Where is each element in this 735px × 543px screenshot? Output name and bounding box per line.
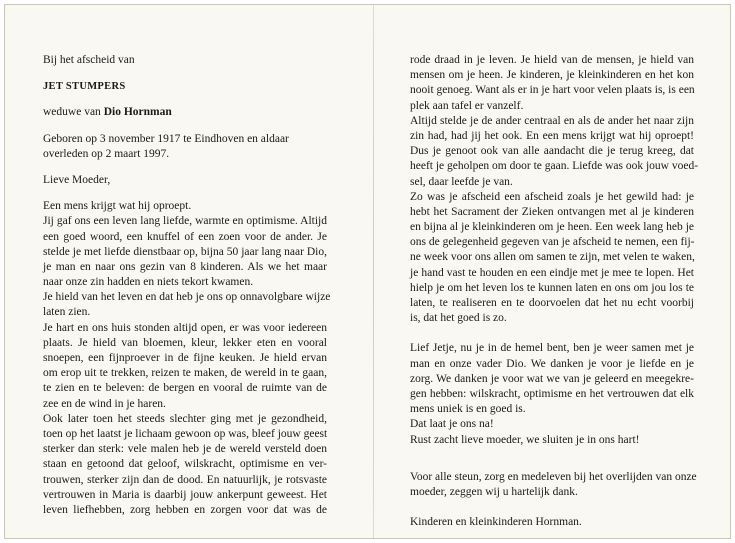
text-line: je man en naar ons gezin van 8 kinderen. Als we het maar bbox=[43, 260, 327, 273]
text-line: leven liefhebben, zorg hebben en zorgen voor dat was de bbox=[43, 503, 327, 516]
text-line: zorg. We danken je voor wat we van je geleerd en meegekre- bbox=[410, 372, 694, 385]
text-line: ne week voor ons allen om samen te zijn, met velen te waken, bbox=[410, 251, 695, 264]
widow-prefix: weduwe van bbox=[43, 106, 104, 119]
text-line: Dat laat je ons na! bbox=[410, 418, 494, 431]
text-line: hebt het Sacrament der Zieken ontvangen met al je kinderen bbox=[410, 205, 694, 218]
thanks-paragraph bbox=[410, 470, 697, 500]
text-line: sterker dan sterk: vele malen heb je de wereld versteld doen bbox=[43, 443, 327, 456]
text-line: is, dat het goed is zo. bbox=[410, 312, 507, 325]
husband-name: Dio Hornman bbox=[103, 106, 172, 119]
text-line: rode draad in je leven. Je hield van de mensen, je hield van bbox=[410, 54, 694, 66]
text-line: om erop uit te trekken, reizen te maken, de wereld in te gaan, bbox=[43, 367, 327, 380]
text-line: snoepen, een fijnproever in de fijne keuken. Je hield ervan bbox=[43, 352, 327, 364]
widow-line bbox=[43, 105, 327, 120]
intro-line: Bij het afscheid van bbox=[43, 54, 135, 66]
death-line: overleden op 2 maart 1997. bbox=[43, 147, 170, 160]
text-line: moeder, zeggen wij u hartelijk dank. bbox=[410, 485, 578, 498]
text-line: Je hart en ons huis stonden altijd open, er was voor iedereen bbox=[43, 321, 327, 334]
text-line: te zien en te beleven: de bergen en vooral de ruimte van de bbox=[43, 382, 327, 395]
text-line: laten zien. bbox=[43, 306, 91, 319]
text-line: een goed woord, een knuffel of een zoen voor de ander. Je bbox=[43, 230, 327, 243]
text-line: hielp je om het leven los te kunnen laten en ons om jou los te bbox=[410, 281, 694, 294]
text-line: staan en getoond dat geloof, wilskracht, optimisme en ver- bbox=[43, 458, 327, 471]
card-fold-line bbox=[373, 5, 374, 538]
text-line: heeft je geholpen om door te gaan. Liefde was ook jouw voed- bbox=[410, 160, 699, 173]
salutation: Lieve Moeder, bbox=[43, 173, 111, 186]
text-line: laten, te realiseren en te doorvoelen dat het nu echt voorbij bbox=[410, 297, 694, 309]
text-line: ons de gelegenheid gegeven van je afscheid te nemen, een fij- bbox=[410, 236, 695, 249]
text-line: Lief Jetje, nu je in de hemel bent, ben je weer samen met je bbox=[410, 342, 694, 355]
text-line: zin had, had jij het ook. En een mens krijgt wat hij oproept! bbox=[410, 129, 694, 142]
text-line: stelde je met liefde dienstbaar op, bijna 50 jaar lang naar Dio, bbox=[43, 245, 327, 258]
text-line: plaats. Je hield van bloemen, kleur, lekker eten en vooral bbox=[43, 336, 327, 349]
text-line: gen hebben: wilskracht, optimisme en het vertrouwen dat elk bbox=[410, 387, 694, 400]
text-line: Ook later toen het steeds slechter ging met je gezondheid, bbox=[43, 412, 327, 425]
deceased-name: JET STUMPERS bbox=[43, 81, 126, 93]
text-line: Voor alle steun, zorg en medeleven bij het overlijden van onze bbox=[410, 470, 697, 483]
memorial-card bbox=[4, 4, 731, 539]
text-line: zee en de wind in je haren. bbox=[43, 397, 166, 410]
text-line: nooit genoeg. Want als er in je hart voor velen plaats is, is een bbox=[410, 84, 695, 97]
text-line: plek aan tafel er vanzelf. bbox=[410, 99, 524, 112]
text-line: man en onze vader Dio. We danken je voor je liefde en je bbox=[410, 357, 694, 370]
text-line: naar onze zin hadden en niets tekort kwamen. bbox=[43, 276, 254, 289]
text-line: sel, daar leefde je van. bbox=[410, 175, 513, 188]
text-line: Zo was je afscheid een afscheid zoals je het gewild had: je bbox=[410, 190, 694, 203]
right-body-text bbox=[410, 53, 699, 326]
text-line: vertrouwen in Maria is daarbij jouw ankerpunt geweest. Het bbox=[43, 488, 327, 501]
text-line: Dus je genoot ook van alle aandacht die je terug kreeg, dat bbox=[410, 145, 694, 158]
text-line: Altijd stelde je de ander centraal en als de ander het naar zijn bbox=[410, 114, 694, 127]
text-line: en bijna al je kleinkinderen om je heen. Een week lang heb je bbox=[410, 221, 694, 234]
text-line: mensen om je heen. Je kinderen, je kleinkinderen en het kon bbox=[410, 69, 694, 82]
text-line: je hand vast te houden en een eindje met je mee te lopen. Het bbox=[410, 266, 694, 279]
farewell-paragraph bbox=[410, 341, 694, 447]
text-line: Jij gaf ons een leven lang liefde, warmte en optimisme. Altijd bbox=[43, 215, 327, 228]
text-line: Rust zacht lieve moeder, we sluiten je in ons hart! bbox=[410, 433, 640, 446]
text-line: trouwen, sterker zijn dan de dood. En natuurlijk, je rotsvaste bbox=[43, 473, 327, 486]
signature: Kinderen en kleinkinderen Hornman. bbox=[410, 516, 582, 529]
text-line: toen op het laatst je lichaam gewoon op was, bleef jouw geest bbox=[43, 427, 328, 440]
left-body-text bbox=[43, 199, 331, 518]
text-line: mens uniek is en goed is. bbox=[410, 403, 526, 416]
text-line: Je hield van het leven en dat heb je ons op onnavolgbare wijze bbox=[43, 291, 331, 304]
text-line: Een mens krijgt wat hij oproept. bbox=[43, 200, 192, 213]
right-page bbox=[410, 53, 699, 530]
birth-line: Geboren op 3 november 1917 te Eindhoven en aldaar bbox=[43, 132, 289, 145]
left-page bbox=[43, 53, 331, 518]
